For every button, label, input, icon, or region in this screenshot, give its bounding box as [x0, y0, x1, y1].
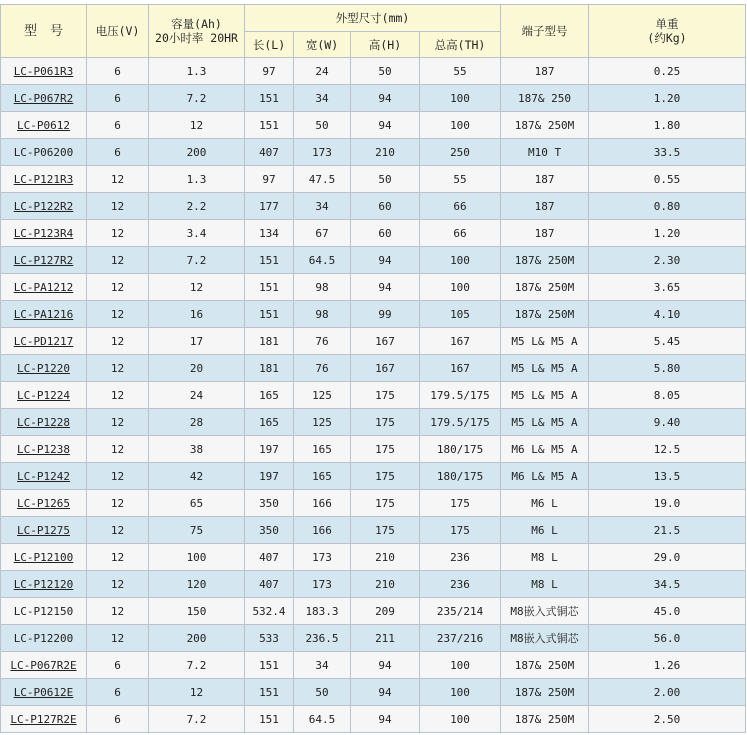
cell-height: 175 — [351, 382, 420, 409]
cell-capacity: 17 — [149, 328, 245, 355]
cell-width: 64.5 — [294, 247, 351, 274]
model-link[interactable]: LC-P067R2E — [10, 658, 77, 672]
cell-total-height: 100 — [420, 274, 501, 301]
cell-terminal: M8嵌入式铜芯 — [501, 598, 589, 625]
cell-voltage: 12 — [87, 220, 149, 247]
cell-length: 197 — [245, 436, 294, 463]
cell-width: 236.5 — [294, 625, 351, 652]
cell-terminal: M10 T — [501, 139, 589, 166]
model-link[interactable]: LC-P067R2 — [13, 91, 74, 105]
cell-weight: 21.5 — [589, 517, 746, 544]
cell-weight: 33.5 — [589, 139, 746, 166]
cell-height: 94 — [351, 274, 420, 301]
model-label: LC-P12200 — [13, 631, 74, 645]
cell-terminal: M5 L& M5 A — [501, 355, 589, 382]
header-model — [1, 5, 87, 58]
cell-voltage: 12 — [87, 544, 149, 571]
cell-voltage: 12 — [87, 571, 149, 598]
cell-voltage: 12 — [87, 193, 149, 220]
cell-voltage: 12 — [87, 517, 149, 544]
cell-weight: 34.5 — [589, 571, 746, 598]
table-row — [1, 382, 746, 409]
cell-terminal: M5 L& M5 A — [501, 409, 589, 436]
cell-total-height: 105 — [420, 301, 501, 328]
cell-capacity: 3.4 — [149, 220, 245, 247]
table-row — [1, 625, 746, 652]
cell-voltage: 6 — [87, 652, 149, 679]
cell-capacity: 65 — [149, 490, 245, 517]
model-link[interactable]: LC-P1220 — [17, 361, 70, 375]
cell-weight: 8.05 — [589, 382, 746, 409]
cell-model[interactable] — [1, 112, 87, 139]
header-voltage — [87, 5, 149, 58]
cell-total-height: 55 — [420, 166, 501, 193]
cell-model[interactable] — [1, 463, 87, 490]
cell-total-height: 175 — [420, 490, 501, 517]
cell-terminal: M8 L — [501, 544, 589, 571]
cell-length: 151 — [245, 679, 294, 706]
cell-capacity: 150 — [149, 598, 245, 625]
header-voltage-label: 电压(V) — [95, 24, 140, 38]
cell-length: 533 — [245, 625, 294, 652]
table-row — [1, 328, 746, 355]
cell-terminal: M6 L — [501, 490, 589, 517]
cell-terminal: 187& 250 — [501, 85, 589, 112]
cell-weight: 0.80 — [589, 193, 746, 220]
battery-spec-table — [0, 4, 746, 733]
model-link[interactable]: LC-P123R4 — [13, 226, 74, 240]
cell-width: 173 — [294, 571, 351, 598]
model-link[interactable]: LC-P0612E — [13, 685, 74, 699]
cell-total-height: 179.5/175 — [420, 409, 501, 436]
cell-model[interactable] — [1, 382, 87, 409]
cell-model[interactable] — [1, 220, 87, 247]
table-row — [1, 112, 746, 139]
cell-terminal: M6 L — [501, 517, 589, 544]
cell-capacity: 7.2 — [149, 247, 245, 274]
cell-total-height: 66 — [420, 220, 501, 247]
cell-total-height: 100 — [420, 652, 501, 679]
header-height: 高(H) — [351, 32, 420, 58]
cell-total-height: 236 — [420, 544, 501, 571]
cell-length: 151 — [245, 706, 294, 733]
cell-voltage: 12 — [87, 625, 149, 652]
cell-length: 97 — [245, 166, 294, 193]
cell-height: 175 — [351, 436, 420, 463]
cell-width: 183.3 — [294, 598, 351, 625]
cell-height: 211 — [351, 625, 420, 652]
cell-height: 210 — [351, 139, 420, 166]
cell-voltage: 12 — [87, 355, 149, 382]
cell-terminal: M5 L& M5 A — [501, 328, 589, 355]
cell-length: 151 — [245, 652, 294, 679]
cell-voltage: 12 — [87, 598, 149, 625]
cell-height: 210 — [351, 544, 420, 571]
cell-weight: 2.50 — [589, 706, 746, 733]
table-row — [1, 220, 746, 247]
cell-length: 181 — [245, 328, 294, 355]
cell-voltage: 6 — [87, 58, 149, 85]
cell-voltage: 6 — [87, 706, 149, 733]
table-row — [1, 166, 746, 193]
cell-length: 134 — [245, 220, 294, 247]
cell-model[interactable] — [1, 652, 87, 679]
cell-height: 99 — [351, 301, 420, 328]
cell-height: 60 — [351, 193, 420, 220]
cell-terminal: 187 — [501, 193, 589, 220]
cell-capacity: 1.3 — [149, 166, 245, 193]
cell-terminal: 187& 250M — [501, 652, 589, 679]
cell-length: 151 — [245, 112, 294, 139]
cell-height: 175 — [351, 409, 420, 436]
cell-height: 94 — [351, 112, 420, 139]
cell-weight: 5.80 — [589, 355, 746, 382]
cell-width: 166 — [294, 517, 351, 544]
model-link[interactable]: LC-P1224 — [17, 388, 70, 402]
header-weight — [589, 5, 746, 58]
cell-length: 165 — [245, 409, 294, 436]
cell-height: 167 — [351, 355, 420, 382]
model-label: LC-P06200 — [13, 145, 74, 159]
cell-height: 175 — [351, 517, 420, 544]
table-row — [1, 58, 746, 85]
cell-total-height: 250 — [420, 139, 501, 166]
cell-model — [1, 625, 87, 652]
cell-terminal: 187 — [501, 58, 589, 85]
cell-height: 60 — [351, 220, 420, 247]
cell-terminal: M8 L — [501, 571, 589, 598]
cell-length: 407 — [245, 571, 294, 598]
cell-capacity: 42 — [149, 463, 245, 490]
cell-weight: 2.30 — [589, 247, 746, 274]
cell-voltage: 12 — [87, 274, 149, 301]
cell-model[interactable] — [1, 706, 87, 733]
header-length: 长(L) — [245, 32, 294, 58]
cell-model[interactable] — [1, 301, 87, 328]
header-width: 宽(W) — [294, 32, 351, 58]
cell-length: 197 — [245, 463, 294, 490]
model-link[interactable]: LC-P127R2E — [10, 712, 77, 726]
cell-voltage: 12 — [87, 382, 149, 409]
cell-capacity: 7.2 — [149, 652, 245, 679]
cell-width: 98 — [294, 274, 351, 301]
cell-terminal: 187 — [501, 220, 589, 247]
cell-capacity: 12 — [149, 274, 245, 301]
cell-length: 350 — [245, 490, 294, 517]
cell-width: 24 — [294, 58, 351, 85]
cell-weight: 1.20 — [589, 85, 746, 112]
cell-weight: 0.25 — [589, 58, 746, 85]
table-row — [1, 85, 746, 112]
cell-total-height: 237/216 — [420, 625, 501, 652]
cell-weight: 1.20 — [589, 220, 746, 247]
model-link[interactable]: LC-PA1212 — [13, 280, 74, 294]
cell-terminal: 187& 250M — [501, 112, 589, 139]
header-terminal-label: 端子型号 — [521, 24, 568, 38]
model-link[interactable]: LC-P061R3 — [13, 64, 74, 78]
model-link[interactable]: LC-P122R2 — [13, 199, 74, 213]
cell-length: 97 — [245, 58, 294, 85]
cell-voltage: 6 — [87, 679, 149, 706]
cell-model[interactable] — [1, 544, 87, 571]
table-row — [1, 652, 746, 679]
cell-model[interactable] — [1, 85, 87, 112]
cell-voltage: 12 — [87, 409, 149, 436]
model-link[interactable]: LC-P1275 — [17, 523, 70, 537]
model-link[interactable]: LC-P12120 — [13, 577, 74, 591]
cell-model — [1, 139, 87, 166]
cell-terminal: M6 L& M5 A — [501, 436, 589, 463]
model-link[interactable]: LC-P12100 — [13, 550, 74, 564]
cell-width: 50 — [294, 112, 351, 139]
table-row — [1, 679, 746, 706]
cell-height: 94 — [351, 85, 420, 112]
cell-capacity: 7.2 — [149, 85, 245, 112]
cell-height: 209 — [351, 598, 420, 625]
cell-length: 151 — [245, 274, 294, 301]
cell-capacity: 38 — [149, 436, 245, 463]
model-link[interactable]: LC-P1238 — [17, 442, 70, 456]
cell-height: 94 — [351, 247, 420, 274]
cell-model[interactable] — [1, 193, 87, 220]
cell-width: 165 — [294, 436, 351, 463]
cell-width: 34 — [294, 652, 351, 679]
cell-length: 177 — [245, 193, 294, 220]
cell-model[interactable] — [1, 247, 87, 274]
cell-width: 98 — [294, 301, 351, 328]
cell-length: 181 — [245, 355, 294, 382]
cell-terminal: 187& 250M — [501, 706, 589, 733]
cell-total-height: 100 — [420, 679, 501, 706]
cell-model[interactable] — [1, 490, 87, 517]
header-model-label: 型 号 — [23, 23, 63, 39]
cell-weight: 29.0 — [589, 544, 746, 571]
cell-length: 151 — [245, 247, 294, 274]
table-row — [1, 706, 746, 733]
cell-total-height: 66 — [420, 193, 501, 220]
table-row — [1, 571, 746, 598]
cell-total-height: 100 — [420, 247, 501, 274]
cell-total-height: 167 — [420, 355, 501, 382]
model-link[interactable]: LC-PA1216 — [13, 307, 74, 321]
cell-voltage: 12 — [87, 463, 149, 490]
cell-voltage: 6 — [87, 112, 149, 139]
cell-terminal: 187 — [501, 166, 589, 193]
cell-width: 64.5 — [294, 706, 351, 733]
cell-weight: 56.0 — [589, 625, 746, 652]
header-terminal — [501, 5, 589, 58]
cell-width: 76 — [294, 355, 351, 382]
header-weight-line2: (约Kg) — [647, 31, 687, 45]
cell-capacity: 2.2 — [149, 193, 245, 220]
table-row — [1, 301, 746, 328]
model-link[interactable]: LC-P1242 — [17, 469, 70, 483]
table-row — [1, 355, 746, 382]
model-link[interactable]: LC-PD1217 — [13, 334, 74, 348]
table-row — [1, 193, 746, 220]
cell-height: 50 — [351, 166, 420, 193]
model-link[interactable]: LC-P121R3 — [13, 172, 74, 186]
cell-height: 175 — [351, 463, 420, 490]
cell-total-height: 100 — [420, 706, 501, 733]
cell-width: 173 — [294, 139, 351, 166]
cell-width: 76 — [294, 328, 351, 355]
cell-weight: 45.0 — [589, 598, 746, 625]
cell-total-height: 55 — [420, 58, 501, 85]
cell-length: 151 — [245, 85, 294, 112]
cell-terminal: 187& 250M — [501, 679, 589, 706]
cell-capacity: 120 — [149, 571, 245, 598]
cell-width: 34 — [294, 193, 351, 220]
table-row — [1, 463, 746, 490]
cell-height: 167 — [351, 328, 420, 355]
cell-height: 50 — [351, 58, 420, 85]
cell-capacity: 100 — [149, 544, 245, 571]
cell-terminal: M6 L& M5 A — [501, 463, 589, 490]
table-row — [1, 517, 746, 544]
cell-weight: 12.5 — [589, 436, 746, 463]
table-body — [1, 58, 746, 733]
cell-capacity: 7.2 — [149, 706, 245, 733]
cell-weight: 5.45 — [589, 328, 746, 355]
cell-length: 151 — [245, 301, 294, 328]
header-weight-line1: 单重 — [655, 17, 679, 31]
cell-height: 94 — [351, 706, 420, 733]
cell-voltage: 12 — [87, 436, 149, 463]
cell-width: 125 — [294, 409, 351, 436]
table-row — [1, 436, 746, 463]
cell-height: 175 — [351, 490, 420, 517]
cell-capacity: 28 — [149, 409, 245, 436]
cell-length: 532.4 — [245, 598, 294, 625]
header-capacity-line1: 容量(Ah) — [171, 17, 222, 31]
table-row — [1, 544, 746, 571]
header-dimensions — [245, 5, 501, 32]
cell-terminal: 187& 250M — [501, 247, 589, 274]
cell-height: 94 — [351, 679, 420, 706]
cell-capacity: 12 — [149, 112, 245, 139]
cell-height: 94 — [351, 652, 420, 679]
cell-model[interactable] — [1, 409, 87, 436]
cell-capacity: 200 — [149, 625, 245, 652]
cell-weight: 0.55 — [589, 166, 746, 193]
cell-capacity: 1.3 — [149, 58, 245, 85]
cell-length: 407 — [245, 139, 294, 166]
cell-width: 166 — [294, 490, 351, 517]
model-link[interactable]: LC-P1228 — [17, 415, 70, 429]
cell-model[interactable] — [1, 355, 87, 382]
cell-width: 125 — [294, 382, 351, 409]
cell-weight: 19.0 — [589, 490, 746, 517]
cell-model[interactable] — [1, 679, 87, 706]
model-link[interactable]: LC-P1265 — [17, 496, 70, 510]
cell-width: 50 — [294, 679, 351, 706]
cell-total-height: 167 — [420, 328, 501, 355]
cell-voltage: 6 — [87, 85, 149, 112]
cell-weight: 2.00 — [589, 679, 746, 706]
header-row-1 — [1, 5, 746, 32]
cell-total-height: 236 — [420, 571, 501, 598]
cell-voltage: 12 — [87, 247, 149, 274]
header-total-height: 总高(TH) — [420, 32, 501, 58]
table-row — [1, 139, 746, 166]
cell-width: 173 — [294, 544, 351, 571]
cell-length: 407 — [245, 544, 294, 571]
cell-weight: 9.40 — [589, 409, 746, 436]
cell-width: 47.5 — [294, 166, 351, 193]
cell-model[interactable] — [1, 571, 87, 598]
cell-height: 210 — [351, 571, 420, 598]
cell-total-height: 175 — [420, 517, 501, 544]
cell-terminal: 187& 250M — [501, 301, 589, 328]
cell-terminal: M5 L& M5 A — [501, 382, 589, 409]
cell-terminal: M8嵌入式铜芯 — [501, 625, 589, 652]
cell-model[interactable] — [1, 274, 87, 301]
cell-capacity: 200 — [149, 139, 245, 166]
cell-capacity: 20 — [149, 355, 245, 382]
cell-voltage: 12 — [87, 328, 149, 355]
header-capacity — [149, 5, 245, 58]
cell-weight: 13.5 — [589, 463, 746, 490]
cell-total-height: 179.5/175 — [420, 382, 501, 409]
cell-total-height: 180/175 — [420, 463, 501, 490]
cell-model[interactable] — [1, 58, 87, 85]
table-row — [1, 490, 746, 517]
cell-model[interactable] — [1, 436, 87, 463]
cell-length: 165 — [245, 382, 294, 409]
table-row — [1, 274, 746, 301]
cell-model[interactable] — [1, 517, 87, 544]
cell-capacity: 75 — [149, 517, 245, 544]
cell-capacity: 16 — [149, 301, 245, 328]
model-link[interactable]: LC-P127R2 — [13, 253, 74, 267]
cell-capacity: 12 — [149, 679, 245, 706]
model-label: LC-P12150 — [13, 604, 74, 618]
cell-voltage: 12 — [87, 490, 149, 517]
header-capacity-line2: 20小时率 20HR — [155, 31, 238, 45]
header-dimensions-label: 外型尺寸(mm) — [335, 11, 410, 25]
cell-total-height: 100 — [420, 85, 501, 112]
cell-weight: 1.80 — [589, 112, 746, 139]
cell-model[interactable] — [1, 328, 87, 355]
cell-width: 34 — [294, 85, 351, 112]
cell-voltage: 12 — [87, 166, 149, 193]
cell-width: 165 — [294, 463, 351, 490]
cell-total-height: 100 — [420, 112, 501, 139]
table-row — [1, 598, 746, 625]
cell-length: 350 — [245, 517, 294, 544]
cell-weight: 3.65 — [589, 274, 746, 301]
model-link[interactable]: LC-P0612 — [17, 118, 70, 132]
cell-weight: 4.10 — [589, 301, 746, 328]
cell-weight: 1.26 — [589, 652, 746, 679]
cell-voltage: 6 — [87, 139, 149, 166]
cell-total-height: 180/175 — [420, 436, 501, 463]
cell-voltage: 12 — [87, 301, 149, 328]
cell-total-height: 235/214 — [420, 598, 501, 625]
table-row — [1, 409, 746, 436]
table-row — [1, 247, 746, 274]
cell-capacity: 24 — [149, 382, 245, 409]
cell-model — [1, 598, 87, 625]
cell-model[interactable] — [1, 166, 87, 193]
cell-terminal: 187& 250M — [501, 274, 589, 301]
cell-width: 67 — [294, 220, 351, 247]
